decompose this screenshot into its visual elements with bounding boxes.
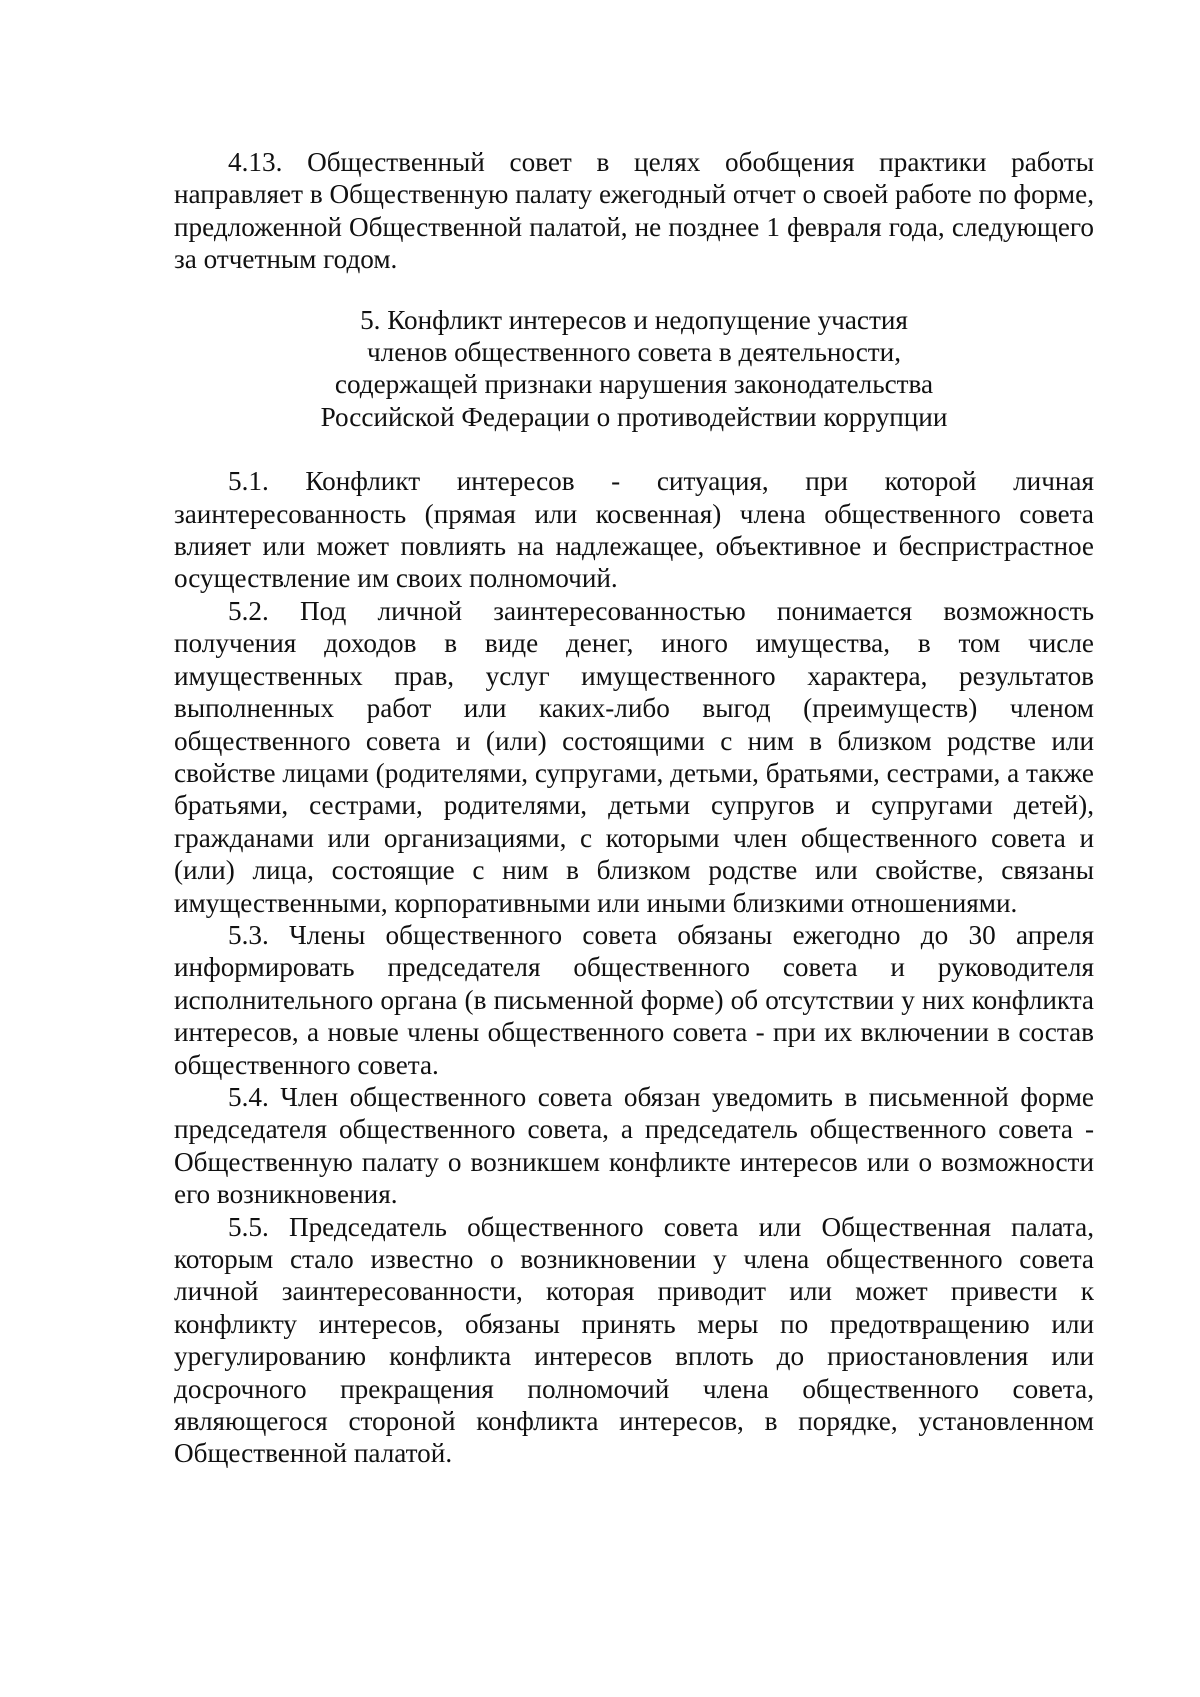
paragraph-5-4: 5.4. Член общественного совета обязан уведомить в письменной форме председателя общественного совета, а председатель общественного совета - Общественную палату о возникшем конфликте интересов или о возможности его возникновения. (174, 1081, 1094, 1210)
section-title-line-4: Российской Федерации о противодействии коррупции (320, 401, 948, 432)
paragraph-5-1: 5.1. Конфликт интересов - ситуация, при которой личная заинтересованность (прямая или косвенная) члена общественного совета влияет или может повлиять на надлежащее, объективное и беспристрастное осуществление им своих полномочий. (174, 466, 1094, 594)
section-title-line-2: членов общественного совета в деятельности, (367, 337, 901, 368)
paragraph-5-5: 5.5. Председатель общественного совета или Общественная палата, которым стало известно о возникновении у члена общественного совета личной заинтересованности, которая приводит или может привести к конфликту интересов, обязаны принять меры по предотвращению или урегулированию конфликта интересов вплоть до приостановления или досрочного прекращения полномочий члена общественного совета, являющегося стороной конфликта интересов, в порядке, установленном Общественной палатой. (174, 1211, 1094, 1469)
section-title-line-1: 5. Конфликт интересов и недопущение участия (360, 304, 908, 335)
section-title-line-3: содержащей признаки нарушения законодательства (334, 369, 934, 400)
document-page (174, 146, 1094, 1470)
section-5-title (174, 304, 1094, 434)
paragraph-5-2: 5.2. Под личной заинтересованностью понимается возможность получения доходов в виде денег, иного имущества, в том числе имущественных прав, услуг имущественного характера, результатов выполненных работ или каких-либо выгод (преимуществ) членом общественного совета и (или) состоящими с ним в близком родстве или свойстве лицами (родителями, супругами, детьми, братьями, сестрами, а также братьями, сестрами, родителями, детьми супругов и супругами детей), гражданами или организациями, с которыми член общественного совета и (или) лица, состоящие с ним в близком родстве или свойстве, связаны имущественными, корпоративными или иными близкими отношениями. (174, 595, 1094, 918)
paragraph-4-13: 4.13. Общественный совет в целях обобщения практики работы направляет в Общественную палату ежегодный отчет о своей работе по форме, предложенной Общественной палатой, не позднее 1 февраля года, следующего за отчетным годом. (174, 147, 1094, 275)
paragraph-5-3: 5.3. Члены общественного совета обязаны ежегодно до 30 апреля информировать председателя общественного совета и руководителя исполнительного органа (в письменной форме) об отсутствии у них конфликта интересов, а новые члены общественного совета - при их включении в состав общественного совета. (174, 919, 1094, 1080)
